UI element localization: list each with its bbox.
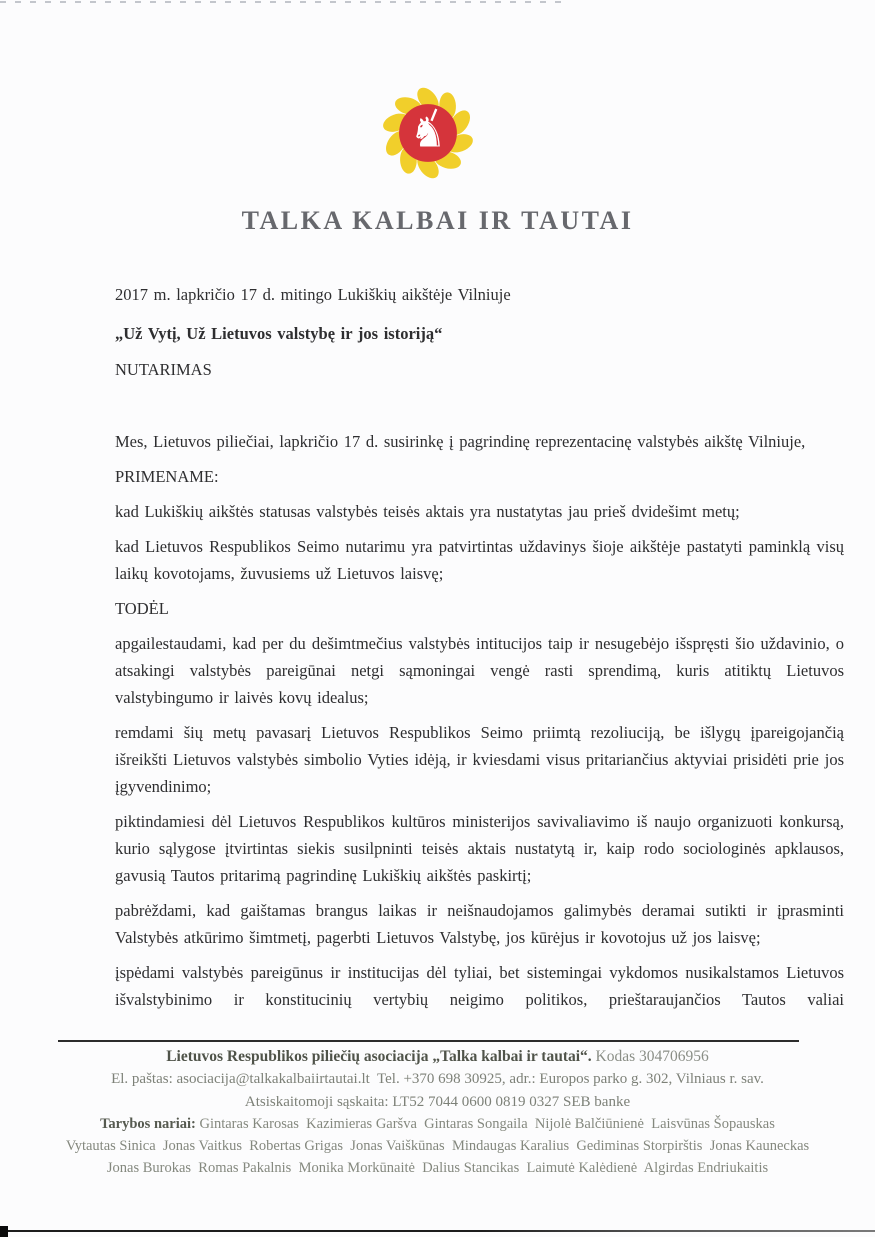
event-slogan: „Už Vytį, Už Lietuvos valstybę ir jos istoriją“ <box>115 324 443 343</box>
clause-paragraph: remdami šių metų pavasarį Lietuvos Respublikos Seimo priimtą rezoliuciją, be išlygų įpareigojančią išreikšti Lietuvos valstybės simbolio Vyties idėją, ir kviesdami visus pritariančius aktyviai prisidėti prie jos įgyvendinimo; <box>115 723 844 796</box>
todel-label: TODĖL <box>115 599 169 618</box>
footer-council-label: Tarybos nariai: <box>100 1116 200 1132</box>
org-title: TALKA KALBAI IR TAUTAI <box>241 206 634 235</box>
document-type-label: NUTARIMAS <box>115 360 212 379</box>
footer-council-line: Vytautas Sinica Jonas Vaitkus Robertas Grigas Jonas Vaiškūnas Mindaugas Karalius Gediminas Storpirštis Jonas Kauneckas <box>65 1138 810 1154</box>
footer-council-names: Gintaras Karosas Kazimieras Garšva Gintaras Songaila Nijolė Balčiūnienė Laisvūnas Šopauskas <box>199 1116 775 1132</box>
clause-paragraph: piktindamiesi dėl Lietuvos Respublikos kultūros ministerijos savivaliavimo iš naujo organizuoti konkursą, kurio sąlygose įtvirtintas siekis susilpninti teisės aktais nustatytą ir, kaip rodo sociologinės apklausos, gavusią Tautos pritarimą pagrindinę Lukiškių aikštės paskirtį; <box>115 812 844 885</box>
footer-council-line: Jonas Burokas Romas Pakalnis Monika Morkūnaitė Dalius Stancikas Laimutė Kalėdienė Algirdas Endriukaitis <box>106 1160 769 1176</box>
primename-label: PRIMENAME: <box>115 467 219 486</box>
knight-on-horse-icon: ♞ <box>409 108 447 157</box>
event-date-line: 2017 m. lapkričio 17 d. mitingo Lukiškių aikštėje Vilniuje <box>115 285 511 304</box>
footer-org-code: Kodas 304706956 <box>591 1048 709 1065</box>
recital-paragraph: kad Lukiškių aikštės statusas valstybės teisės aktais yra nustatytas jau prieš dvidešimt metų; <box>115 502 740 521</box>
scan-noise-artifact <box>0 1 565 3</box>
recital-paragraph: kad Lietuvos Respublikos Seimo nutarimu yra patvirtintas uždavinys šioje aikštėje pastatyti paminklą visų laikų kovotojams, žuvusiems už Lietuvos laisvę; <box>115 537 844 583</box>
footer-org-name: Lietuvos Respublikos piliečių asociacija „Talka kalbai ir tautai“. <box>166 1048 592 1065</box>
clause-paragraph: pabrėždami, kad gaištamas brangus laikas ir neišnaudojamos galimybės deramai sutikti ir įprasminti Valstybės atkūrimo šimtmetį, pagerbti Lietuvos Valstybę, jos kūrėjus ir kovotojus už jos laisvę; <box>115 901 844 947</box>
footer-divider <box>58 1040 799 1042</box>
clause-paragraph: apgailestaudami, kad per du dešimtmečius valstybės intitucijos taip ir nesugebėjo išspręsti šio uždavinio, o atsakingi valstybės pareigūnai netgi sąmoningai vengė rasti sprendimą, kuris atitiktų Lietuvos valstybingumo ir laivės kovų idealus; <box>115 634 844 707</box>
vytis-sun-logo-icon <box>376 84 480 182</box>
footer-account-line: Atsiskaitomoji sąskaita: LT52 7044 0600 0819 0327 SEB banke <box>244 1094 631 1110</box>
scan-blob-artifact <box>0 1226 8 1237</box>
document-body <box>115 281 844 1021</box>
clause-paragraph: įspėdami valstybės pareigūnus ir institucijas dėl tyliai, bet sistemingai vykdomos nusikalstamos Lietuvos išvalstybinimo ir konstitucinių vertybių neigimo politikos, prieštaraujančios Tautos valiai <box>115 963 844 1009</box>
scan-line-artifact <box>0 1230 875 1232</box>
footer-contact-line: El. paštas: asociacija@talkakalbaiirtautai.lt Tel. +370 698 30925, adr.: Europos parko g. 302, Vilniaus r. sav. <box>111 1071 764 1087</box>
intro-paragraph: Mes, Lietuvos piliečiai, lapkričio 17 d. susirinkę į pagrindinę reprezentacinę valstybės aikštę Vilniuje, <box>115 432 806 451</box>
footer-council-line <box>0 1116 875 1133</box>
footer-org-line <box>0 1048 875 1066</box>
